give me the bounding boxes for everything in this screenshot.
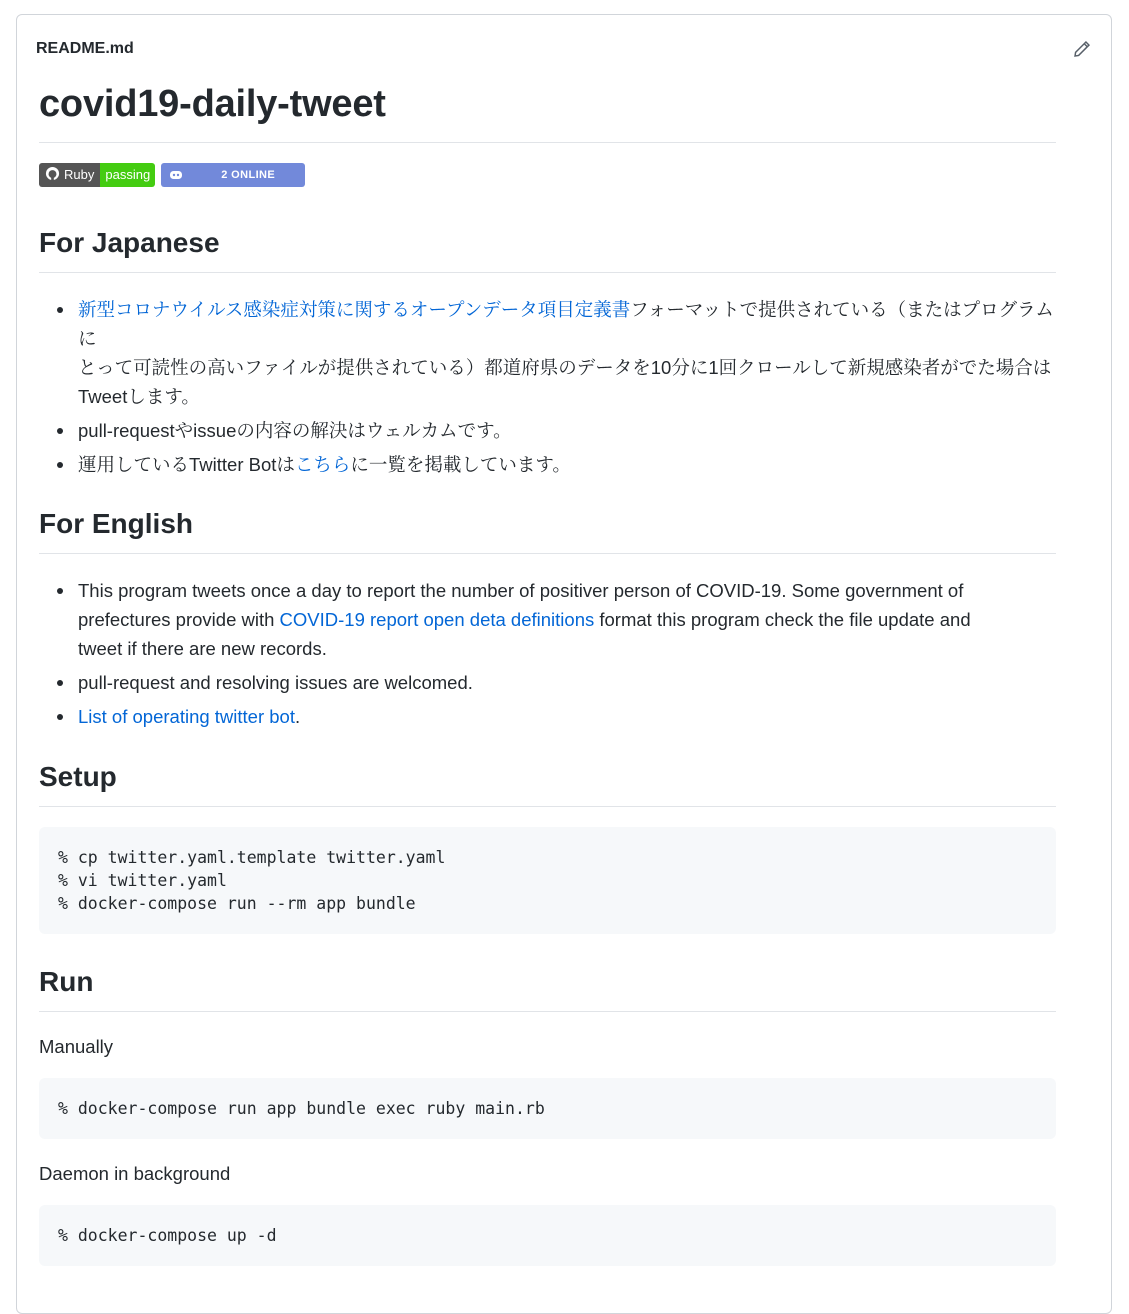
badge-row — [39, 163, 1056, 187]
badge-ruby-label: Ruby — [64, 167, 95, 183]
setup-code-block: % cp twitter.yaml.template twitter.yaml % vi twitter.yaml % docker-compose run --rm app bundle — [39, 827, 1056, 934]
readme-header — [17, 15, 1111, 81]
english-list — [39, 576, 1056, 731]
list-item: pull-request and resolving issues are welcomed. — [39, 668, 1056, 697]
ruby-ci-badge[interactable] — [39, 163, 155, 187]
japanese-spec-link[interactable]: 新型コロナウイルス感染症対策に関するオープンデータ項目定義書 — [78, 298, 631, 320]
covid-definitions-link[interactable]: COVID-19 report open deta definitions — [279, 608, 595, 630]
list-item: 新型コロナウイルス感染症対策に関するオープンデータ項目定義書フォーマットで提供されている（またはプログラムに とって可読性の高いファイルが提供されている）都道府県のデータを10分に1回クロールして新規感染者がでた場合は Tweetします。 — [39, 295, 1056, 411]
japanese-list — [39, 295, 1056, 479]
daemon-code-block: % docker-compose up -d — [39, 1205, 1056, 1266]
badge-ruby-status: passing — [100, 163, 155, 187]
manual-label: Manually — [39, 1035, 114, 1057]
markdown-body — [39, 82, 1056, 1266]
kochira-link[interactable]: こちら — [294, 453, 351, 475]
discord-icon — [161, 163, 191, 187]
badge-discord-status: 2 ONLINE — [221, 168, 276, 181]
page-title: covid19-daily-tweet — [39, 82, 1056, 143]
list-item: pull-requestやissueの内容の解決はウェルカムです。 — [39, 416, 1056, 445]
twitter-bot-list-link[interactable]: List of operating twitter bot — [78, 705, 295, 727]
heading-japanese: For Japanese — [39, 225, 1056, 273]
file-name: README.md — [36, 40, 134, 57]
discord-badge[interactable] — [161, 163, 305, 187]
heading-english: For English — [39, 506, 1056, 554]
heading-setup: Setup — [39, 759, 1056, 807]
list-item: This program tweets once a day to report the number of positiver person of COVID-19. Some government of prefectures provide with COVID-19 report open deta definitions format this program check the file update and tweet if there are new records. — [39, 576, 1056, 663]
heading-run: Run — [39, 964, 1056, 1012]
list-item: 運用しているTwitter Botはこちらに一覧を掲載しています。 — [39, 450, 1056, 479]
manual-code-block: % docker-compose run app bundle exec ruby main.rb — [39, 1078, 1056, 1139]
daemon-label: Daemon in background — [39, 1162, 231, 1184]
list-item: List of operating twitter bot. — [39, 702, 1056, 731]
github-icon — [45, 166, 60, 184]
edit-pencil-icon[interactable] — [1071, 38, 1093, 60]
